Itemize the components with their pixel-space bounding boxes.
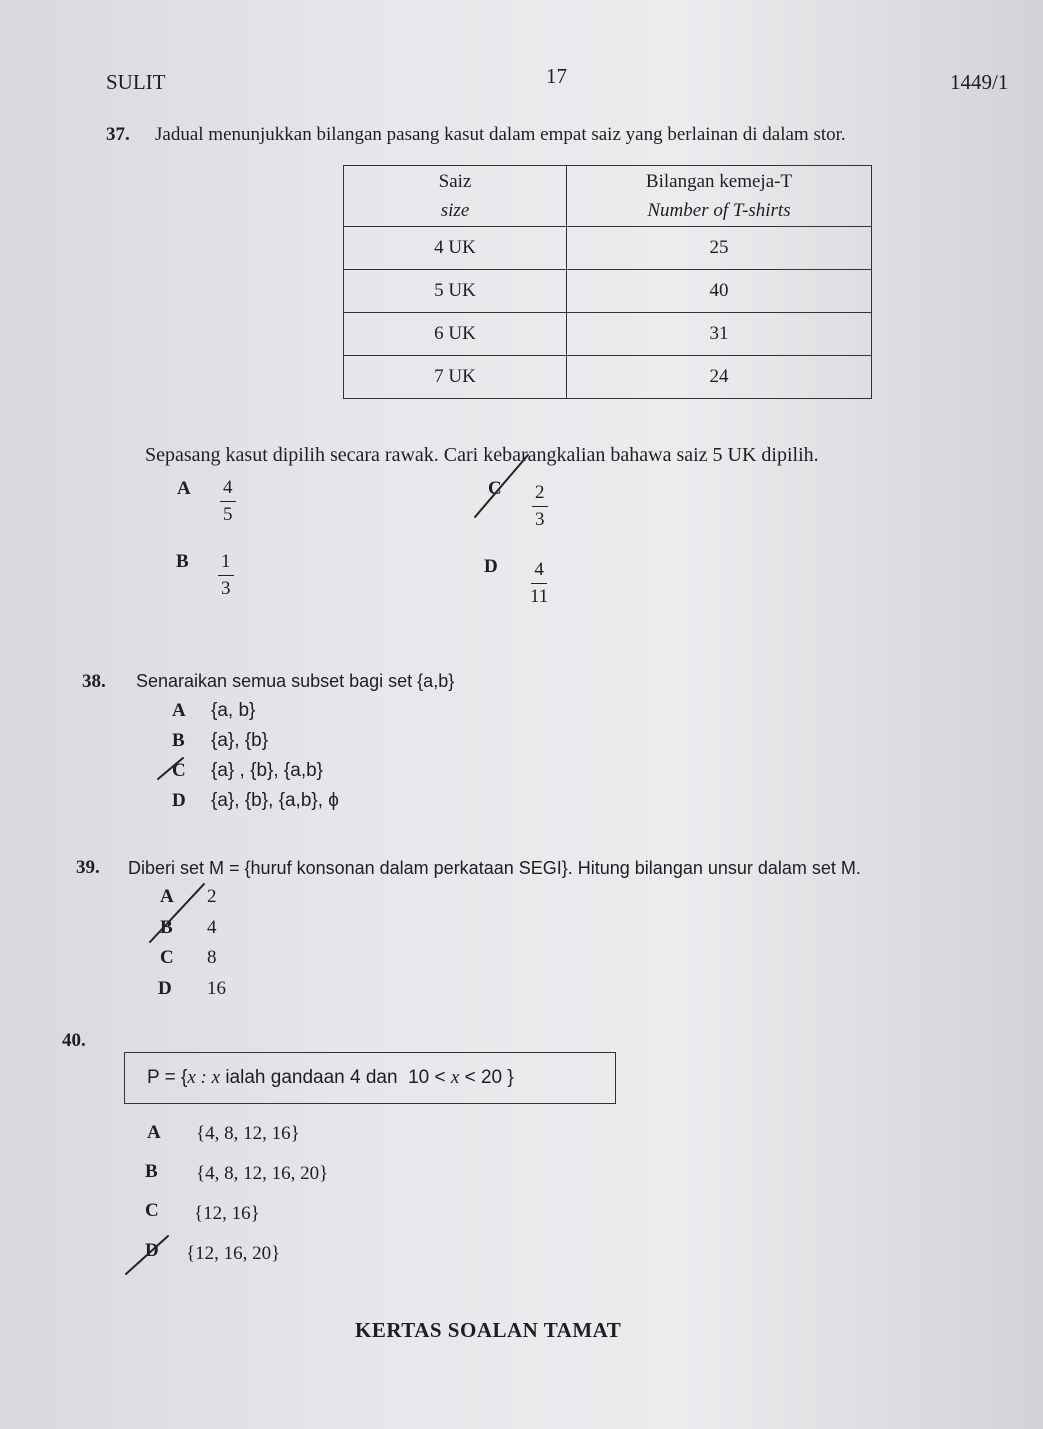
fraction-numerator: 1 <box>218 552 234 576</box>
q39-option-c-value: 8 <box>207 947 217 968</box>
q38-option-d-value: {a}, {b}, {a,b}, ϕ <box>211 790 339 811</box>
q37-option-a-letter: A <box>177 478 191 499</box>
q39-option-a-value: 2 <box>207 886 217 907</box>
size-cell: 7 UK <box>344 356 567 399</box>
page-number: 17 <box>546 64 567 88</box>
fraction-denominator: 3 <box>221 577 231 599</box>
q39-option-b-value: 4 <box>207 917 217 938</box>
q37-question: Sepasang kasut dipilih secara rawak. Cari kebarangkalian bahawa saiz 5 UK dipilih. <box>145 444 819 466</box>
q37-option-c-letter: C <box>488 478 502 499</box>
q38-option-b-value: {a}, {b} <box>211 730 269 751</box>
set-condition: ialah gandaan 4 dan 10 < <box>220 1067 451 1088</box>
q38-option-b-letter: B <box>172 730 185 751</box>
q40-option-a-letter: A <box>147 1122 161 1143</box>
q39-number: 39. <box>76 857 100 878</box>
q38-option-c-letter: C <box>172 760 186 781</box>
q39-option-a-letter: A <box>160 886 174 907</box>
q38-option-d-letter: D <box>172 790 186 811</box>
set-variable: x : x <box>187 1067 221 1088</box>
q38-option-a-letter: A <box>172 700 186 721</box>
count-cell: 40 <box>567 270 872 313</box>
q38-text: Senaraikan semua subset bagi set {a,b} <box>136 671 455 691</box>
q39-option-c-letter: C <box>160 947 174 968</box>
q40-option-b-letter: B <box>145 1161 158 1182</box>
set-end: < 20 } <box>459 1067 514 1088</box>
fraction-denominator: 11 <box>530 585 549 607</box>
q38-option-a-value: {a, b} <box>211 700 256 721</box>
header-saiz: Saiz <box>438 170 472 192</box>
q40-option-c-value: {12, 16} <box>194 1203 260 1224</box>
q37-option-d-letter: D <box>484 556 498 577</box>
q37-option-b-letter: B <box>176 551 189 572</box>
q39-option-b-letter: B <box>160 917 173 938</box>
q37-text: Jadual menunjukkan bilangan pasang kasut dalam empat saiz yang berlainan di dalam stor. <box>155 124 846 145</box>
fraction-numerator: 4 <box>220 478 236 502</box>
end-of-paper: KERTAS SOALAN TAMAT <box>355 1318 622 1342</box>
q40-option-c-letter: C <box>145 1200 159 1221</box>
q40-option-d-letter: D <box>145 1240 159 1261</box>
count-cell: 24 <box>567 356 872 399</box>
count-cell: 31 <box>567 313 872 356</box>
size-cell: 6 UK <box>344 313 567 356</box>
q39-option-d-letter: D <box>158 978 172 999</box>
q38-option-c-value: {a} , {b}, {a,b} <box>211 760 324 781</box>
set-prefix: P = { <box>147 1067 188 1088</box>
q37-number: 37. <box>106 124 130 145</box>
set-variable-2: x <box>450 1067 460 1088</box>
fraction-numerator: 4 <box>531 560 547 584</box>
count-cell: 25 <box>567 227 872 270</box>
q39-option-d-value: 16 <box>207 978 226 999</box>
q39-text: Diberi set M = {huruf konsonan dalam perkataan SEGI}. Hitung bilangan unsur dalam set M. <box>128 858 861 878</box>
fraction-numerator: 2 <box>532 483 548 507</box>
fraction-denominator: 5 <box>223 503 233 525</box>
q40-option-b-value: {4, 8, 12, 16, 20} <box>196 1163 329 1184</box>
q38-number: 38. <box>82 671 106 692</box>
q40-option-a-value: {4, 8, 12, 16} <box>196 1123 300 1144</box>
header-number: Number of T-shirts <box>647 200 791 221</box>
tick-mark-q39 <box>150 884 204 942</box>
q40-option-d-value: {12, 16, 20} <box>186 1243 281 1264</box>
tick-mark-q40 <box>126 1236 168 1274</box>
size-cell: 5 UK <box>344 270 567 313</box>
tick-mark-q38 <box>158 758 183 779</box>
size-cell: 4 UK <box>344 227 567 270</box>
header-sulit: SULIT <box>106 70 166 94</box>
fraction-denominator: 3 <box>535 508 545 530</box>
header-size: size <box>440 200 470 221</box>
tick-mark-q37 <box>475 455 528 517</box>
paper-code: 1449/1 <box>950 70 1009 94</box>
q40-number: 40. <box>62 1030 86 1051</box>
header-bilangan: Bilangan kemeja-T <box>645 170 793 192</box>
